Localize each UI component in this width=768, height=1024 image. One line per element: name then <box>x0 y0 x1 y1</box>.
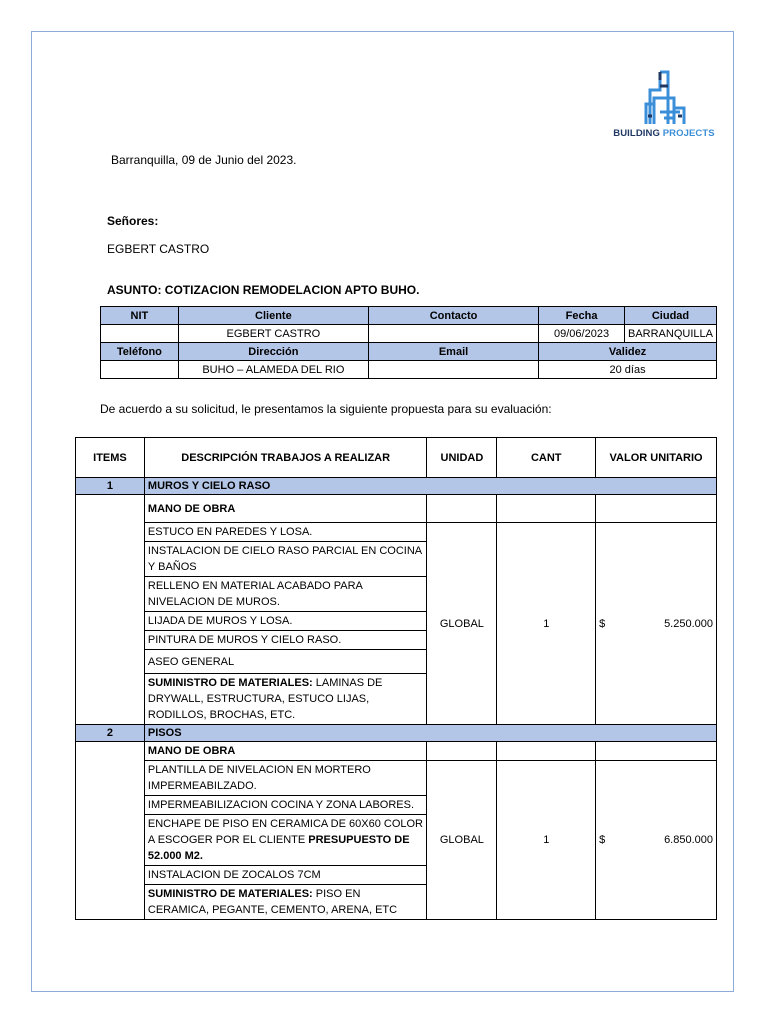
header-nit: NIT <box>101 307 179 325</box>
price-cell <box>596 761 717 920</box>
line-item: LIJADA DE MUROS Y LOSA. <box>144 612 427 631</box>
date-line: Barranquilla, 09 de Junio del 2023. <box>111 153 297 167</box>
unit-value: GLOBAL <box>427 523 497 725</box>
qty-value: 1 <box>497 523 596 725</box>
empty-cell <box>427 742 497 761</box>
col-items: ITEMS <box>76 438 145 478</box>
section-number: 1 <box>76 478 145 495</box>
labor-row <box>76 495 717 523</box>
value-cliente: EGBERT CASTRO <box>178 325 368 343</box>
supply-text: LAMINAS DE DRYWALL, ESTRUCTURA, ESTUCO LIJAS, RODILLOS, BROCHAS, ETC. <box>147 677 383 721</box>
section-row <box>76 478 717 495</box>
item-spacer <box>76 742 145 920</box>
section-number: 2 <box>76 725 145 742</box>
col-valor-unitario: VALOR UNITARIO <box>596 438 717 478</box>
supply-label: SUMINISTRO DE MATERIALES: <box>147 677 313 689</box>
price-cell <box>596 523 717 725</box>
line-item: RELLENO EN MATERIAL ACABADO PARA NIVELACION DE MUROS. <box>144 577 427 612</box>
labor-label: MANO DE OBRA <box>144 742 427 761</box>
header-cliente: Cliente <box>178 307 368 325</box>
item-spacer <box>76 495 145 725</box>
value-validez: 20 días <box>539 361 717 379</box>
header-contacto: Contacto <box>368 307 538 325</box>
value-email <box>368 361 538 379</box>
supply-description <box>144 885 427 920</box>
empty-cell <box>427 495 497 523</box>
header-validez: Validez <box>539 343 717 361</box>
currency-symbol: $ <box>599 834 606 846</box>
labor-row <box>76 742 717 761</box>
col-cant: CANT <box>497 438 596 478</box>
salutation: Señores: <box>107 214 159 228</box>
value-ciudad: BARRANQUILLA <box>624 325 716 343</box>
line-item: PLANTILLA DE NIVELACION EN MORTERO IMPERMEABILZADO. <box>144 761 427 796</box>
value-telefono <box>101 361 179 379</box>
tile-budget: PRESUPUESTO DE 52.000 M2. <box>147 834 410 862</box>
header-ciudad: Ciudad <box>624 307 716 325</box>
quote-header-row <box>76 438 717 478</box>
tile-text: ENCHAPE DE PISO EN CERAMICA DE 60X60 COLOR A ESCOGER POR EL CLIENTE <box>147 818 423 846</box>
qty-value: 1 <box>497 761 596 920</box>
price-value: 5.250.000 <box>664 617 713 630</box>
subject-line: ASUNTO: COTIZACION REMODELACION APTO BUHO. <box>107 283 420 297</box>
supply-text: PISO EN CERAMICA, PEGANTE, CEMENTO, ARENA, ETC <box>147 888 398 916</box>
header-direccion: Dirección <box>178 343 368 361</box>
brand-word-1: BUILDING <box>613 128 660 139</box>
line-item: INSTALACION DE ZOCALOS 7CM <box>144 866 427 885</box>
building-logo-icon <box>640 68 688 126</box>
line-item: INSTALACION DE CIELO RASO PARCIAL EN COCINA Y BAÑOS <box>144 542 427 577</box>
info-value-row-1 <box>101 325 717 343</box>
header-telefono: Teléfono <box>101 343 179 361</box>
client-info-table <box>100 306 717 379</box>
supply-label: SUMINISTRO DE MATERIALES: <box>147 888 313 900</box>
value-direccion: BUHO – ALAMEDA DEL RIO <box>178 361 368 379</box>
empty-cell <box>497 742 596 761</box>
info-value-row-2 <box>101 361 717 379</box>
line-item: ESTUCO EN PAREDES Y LOSA. <box>144 523 427 542</box>
recipient-name: EGBERT CASTRO <box>107 242 210 256</box>
labor-label: MANO DE OBRA <box>144 495 427 523</box>
brand-word-2: PROJECTS <box>662 128 715 139</box>
intro-text: De acuerdo a su solicitud, le presentamos la siguiente propuesta para su evaluación: <box>100 402 552 416</box>
empty-cell <box>596 742 717 761</box>
section-row <box>76 725 717 742</box>
value-nit <box>101 325 179 343</box>
line-item: ASEO GENERAL <box>144 650 427 674</box>
header-fecha: Fecha <box>539 307 625 325</box>
info-header-row-1 <box>101 307 717 325</box>
line-item: PINTURA DE MUROS Y CIELO RASO. <box>144 631 427 650</box>
empty-cell <box>596 495 717 523</box>
line-item-row <box>76 761 717 796</box>
brand-name <box>604 128 724 139</box>
line-item-row <box>76 523 717 542</box>
tile-description <box>144 815 427 866</box>
value-fecha: 09/06/2023 <box>539 325 625 343</box>
section-title: MUROS Y CIELO RASO <box>144 478 716 495</box>
section-title: PISOS <box>144 725 716 742</box>
price-value: 6.850.000 <box>664 834 713 846</box>
unit-value: GLOBAL <box>427 761 497 920</box>
header-email: Email <box>368 343 538 361</box>
currency-symbol: $ <box>599 617 606 630</box>
value-contacto <box>368 325 538 343</box>
col-descripcion: DESCRIPCIÓN TRABAJOS A REALIZAR <box>144 438 427 478</box>
info-header-row-2 <box>101 343 717 361</box>
quote-table <box>75 437 717 920</box>
empty-cell <box>497 495 596 523</box>
line-item: IMPERMEABILIZACION COCINA Y ZONA LABORES. <box>144 796 427 815</box>
col-unidad: UNIDAD <box>427 438 497 478</box>
company-logo <box>604 68 724 140</box>
supply-description <box>144 674 427 725</box>
